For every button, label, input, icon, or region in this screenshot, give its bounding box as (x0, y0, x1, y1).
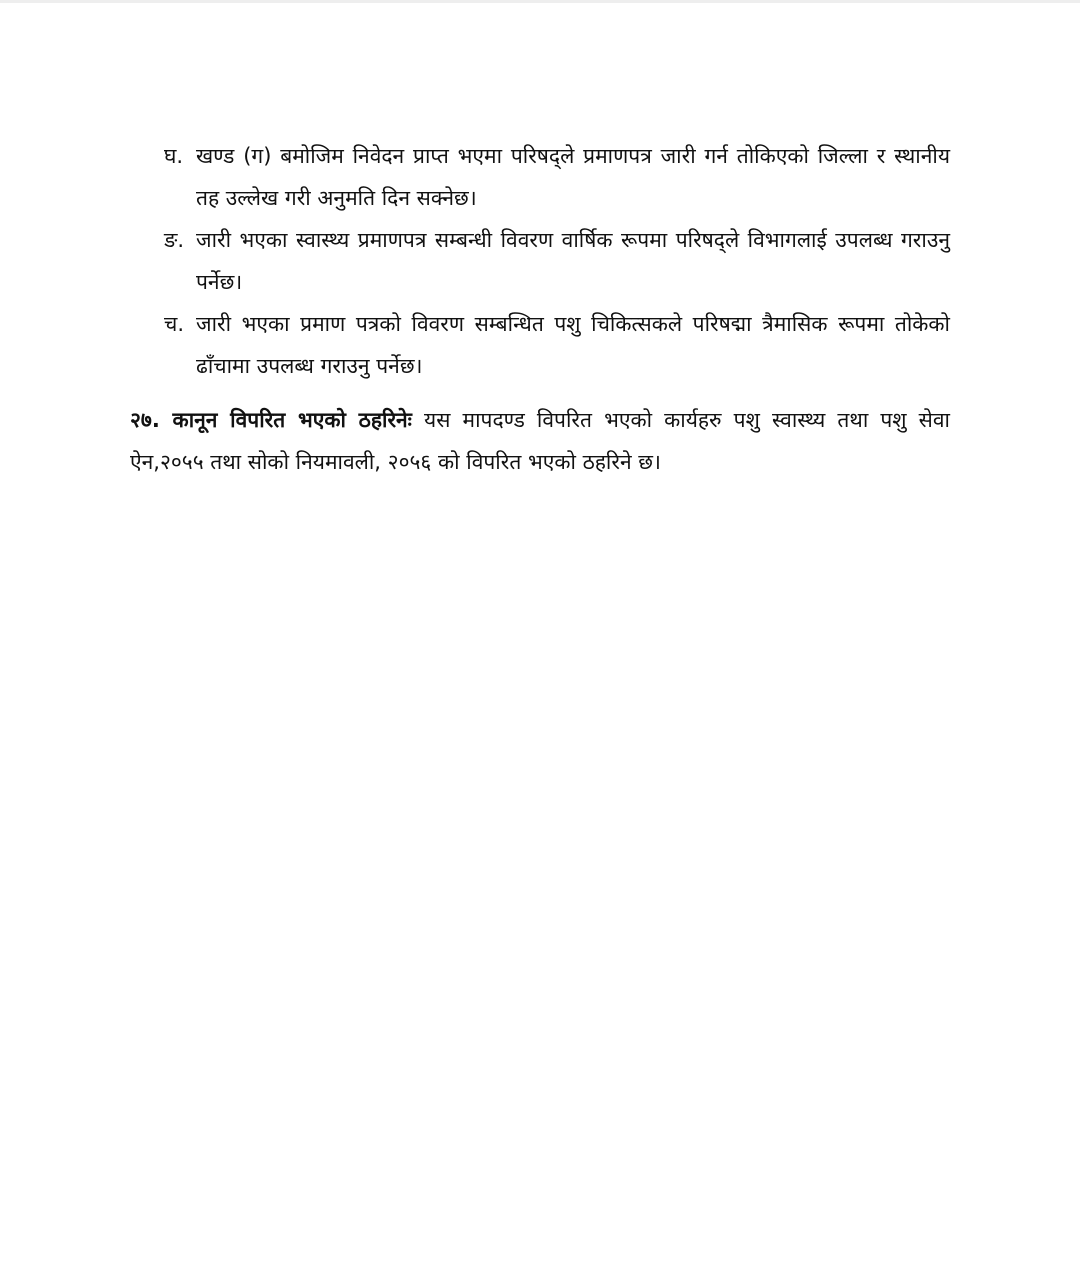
section-27 (130, 399, 950, 483)
list-item-text: जारी भएका प्रमाण पत्रको विवरण सम्बन्धित पशु चिकित्सकले परिषद्मा त्रैमासिक रूपमा तोकेको ढाँचामा उपलब्ध गराउनु पर्नेछ। (196, 312, 950, 378)
section-text: यस मापदण्ड विपरित भएको कार्यहरु पशु स्वास्थ्य तथा पशु सेवा ऐन,२०५५ तथा सोको नियमावली, २०५६ को विपरित भएको ठहरिने छ। (130, 408, 950, 474)
document-body (130, 135, 950, 483)
list-item-text: जारी भएका स्वास्थ्य प्रमाणपत्र सम्बन्धी विवरण वार्षिक रूपमा परिषद्ले विभागलाई उपलब्ध गराउनु पर्नेछ। (196, 228, 950, 294)
list-item-gha (130, 135, 950, 219)
list-item-cha (130, 303, 950, 387)
list-item-nga (130, 219, 950, 303)
list-marker: घ. (164, 144, 184, 168)
section-heading: २७. कानून विपरित भएको ठहरिनेः (130, 408, 412, 432)
list-item-text: खण्ड (ग) बमोजिम निवेदन प्राप्त भएमा परिषद्ले प्रमाणपत्र जारी गर्न तोकिएको जिल्ला र स्थानीय तह उल्लेख गरी अनुमति दिन सक्नेछ। (196, 144, 950, 210)
list-marker: च. (164, 312, 185, 336)
list-marker: ङ. (164, 228, 185, 252)
